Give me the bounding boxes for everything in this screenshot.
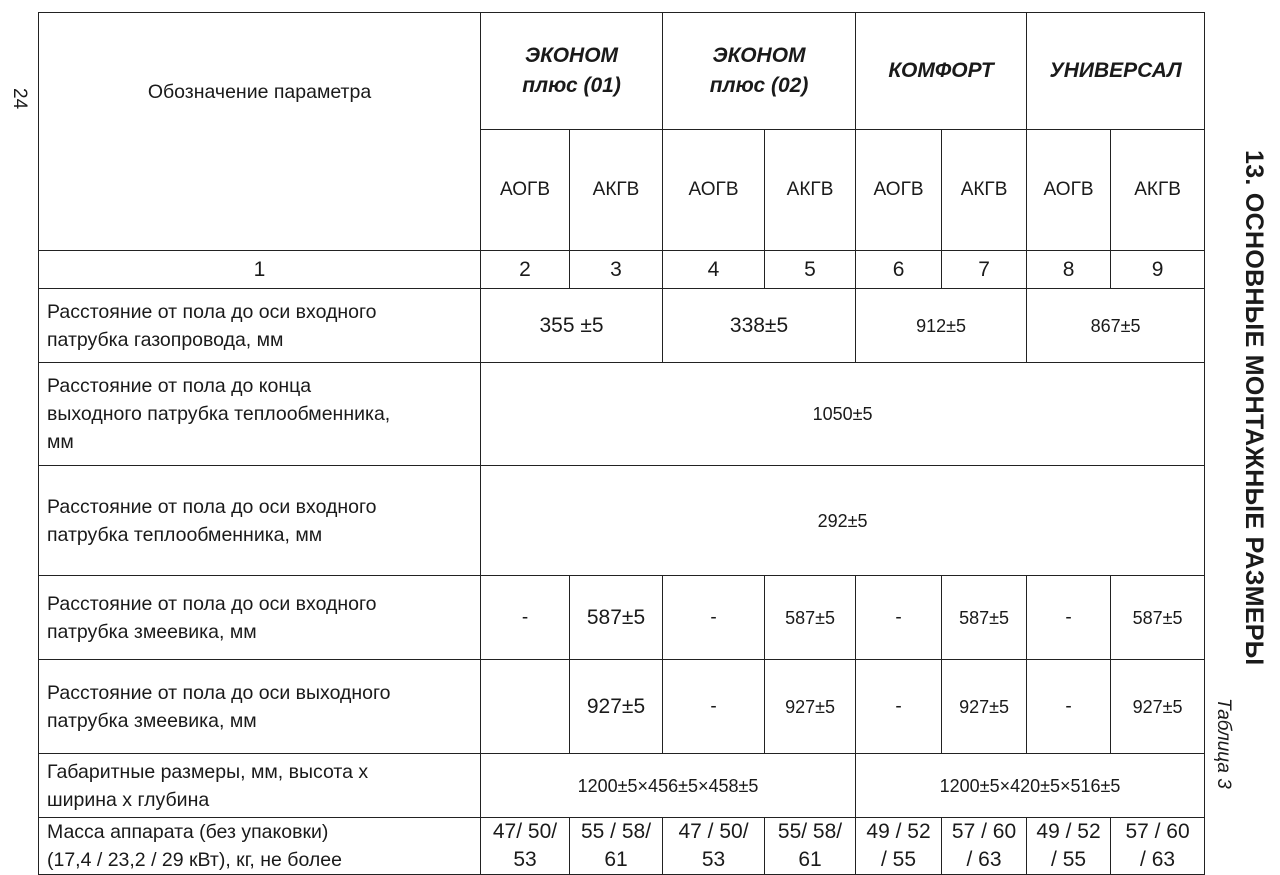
value-cell: 927±5 bbox=[942, 660, 1027, 754]
col-number: 7 bbox=[942, 251, 1027, 289]
row-label: Расстояние от пола до оси выходного патрубка змеевика, мм bbox=[39, 660, 481, 754]
row-label: Габаритные размеры, мм, высота х ширина х глубина bbox=[39, 754, 481, 818]
value-cell: 47/ 50/ 53 bbox=[481, 818, 570, 875]
value-cell: 57 / 60 / 63 bbox=[942, 818, 1027, 875]
col-number: 1 bbox=[39, 251, 481, 289]
group-komfort: КОМФОРТ bbox=[856, 13, 1027, 130]
table-row bbox=[39, 576, 1205, 660]
value-cell bbox=[481, 660, 570, 754]
subhead-cell: АОГВ bbox=[856, 130, 942, 251]
group-econom-02: ЭКОНОМ плюс (02) bbox=[663, 13, 856, 130]
value-cell: 912±5 bbox=[856, 289, 1027, 363]
col-number: 8 bbox=[1027, 251, 1111, 289]
row-label: Расстояние от пола до оси входного патрубка теплообменника, мм bbox=[39, 466, 481, 576]
col-number: 3 bbox=[570, 251, 663, 289]
value-cell: 292±5 bbox=[481, 466, 1205, 576]
value-cell: 55 / 58/ 61 bbox=[570, 818, 663, 875]
column-number-row bbox=[39, 251, 1205, 289]
value-cell: 49 / 52 / 55 bbox=[856, 818, 942, 875]
group-universal: УНИВЕРСАЛ bbox=[1027, 13, 1205, 130]
table-row bbox=[39, 754, 1205, 818]
value-cell: 1200±5×420±5×516±5 bbox=[856, 754, 1205, 818]
value-cell: 587±5 bbox=[570, 576, 663, 660]
subhead-cell: АКГВ bbox=[942, 130, 1027, 251]
value-cell: - bbox=[663, 660, 765, 754]
table-row bbox=[39, 466, 1205, 576]
table-row bbox=[39, 289, 1205, 363]
value-cell: 49 / 52 / 55 bbox=[1027, 818, 1111, 875]
param-header-label: Обозначение параметра bbox=[147, 80, 372, 103]
section-title: 13. ОСНОВНЫЕ МОНТАЖНЫЕ РАЗМЕРЫ bbox=[1240, 150, 1268, 666]
subhead-cell: АКГВ bbox=[570, 130, 663, 251]
subhead-cell: АОГВ bbox=[663, 130, 765, 251]
value-cell: 57 / 60 / 63 bbox=[1111, 818, 1205, 875]
value-cell: 927±5 bbox=[765, 660, 856, 754]
value-cell: 1200±5×456±5×458±5 bbox=[481, 754, 856, 818]
group-econom-01: ЭКОНОМ плюс (01) bbox=[481, 13, 663, 130]
value-cell: 355 ±5 bbox=[481, 289, 663, 363]
table-row bbox=[39, 660, 1205, 754]
subhead-cell: АОГВ bbox=[1027, 130, 1111, 251]
col-number: 9 bbox=[1111, 251, 1205, 289]
table-caption: Таблица 3 bbox=[1213, 698, 1234, 789]
subhead-cell: АКГВ bbox=[765, 130, 856, 251]
group-header-row bbox=[39, 13, 1205, 130]
col-number: 5 bbox=[765, 251, 856, 289]
value-cell: 47 / 50/ 53 bbox=[663, 818, 765, 875]
value-cell: 927±5 bbox=[570, 660, 663, 754]
col-number: 2 bbox=[481, 251, 570, 289]
subhead-cell: АКГВ bbox=[1111, 130, 1205, 251]
value-cell: 1050±5 bbox=[481, 363, 1205, 466]
value-cell: - bbox=[856, 660, 942, 754]
value-cell: 55/ 58/ 61 bbox=[765, 818, 856, 875]
value-cell: 338±5 bbox=[663, 289, 856, 363]
row-label: Расстояние от пола до оси входного патрубка газопровода, мм bbox=[39, 289, 481, 363]
row-label: Расстояние от пола до оси входного патрубка змеевика, мм bbox=[39, 576, 481, 660]
value-cell: 587±5 bbox=[942, 576, 1027, 660]
subhead-cell: АОГВ bbox=[481, 130, 570, 251]
value-cell: - bbox=[1027, 576, 1111, 660]
mounting-dimensions-table bbox=[38, 12, 1205, 875]
param-header bbox=[39, 13, 481, 251]
table-row bbox=[39, 363, 1205, 466]
value-cell: 587±5 bbox=[1111, 576, 1205, 660]
value-cell: - bbox=[856, 576, 942, 660]
value-cell: - bbox=[481, 576, 570, 660]
value-cell: - bbox=[1027, 660, 1111, 754]
table-row bbox=[39, 818, 1205, 875]
row-label: Расстояние от пола до конца выходного патрубка теплообменника, мм bbox=[39, 363, 481, 466]
col-number: 4 bbox=[663, 251, 765, 289]
value-cell: 927±5 bbox=[1111, 660, 1205, 754]
value-cell: 867±5 bbox=[1027, 289, 1205, 363]
row-label: Масса аппарата (без упаковки) (17,4 / 23,2 / 29 кВт), кг, не более bbox=[39, 818, 481, 875]
col-number: 6 bbox=[856, 251, 942, 289]
value-cell: 587±5 bbox=[765, 576, 856, 660]
value-cell: - bbox=[663, 576, 765, 660]
page-number: 24 bbox=[9, 88, 30, 110]
